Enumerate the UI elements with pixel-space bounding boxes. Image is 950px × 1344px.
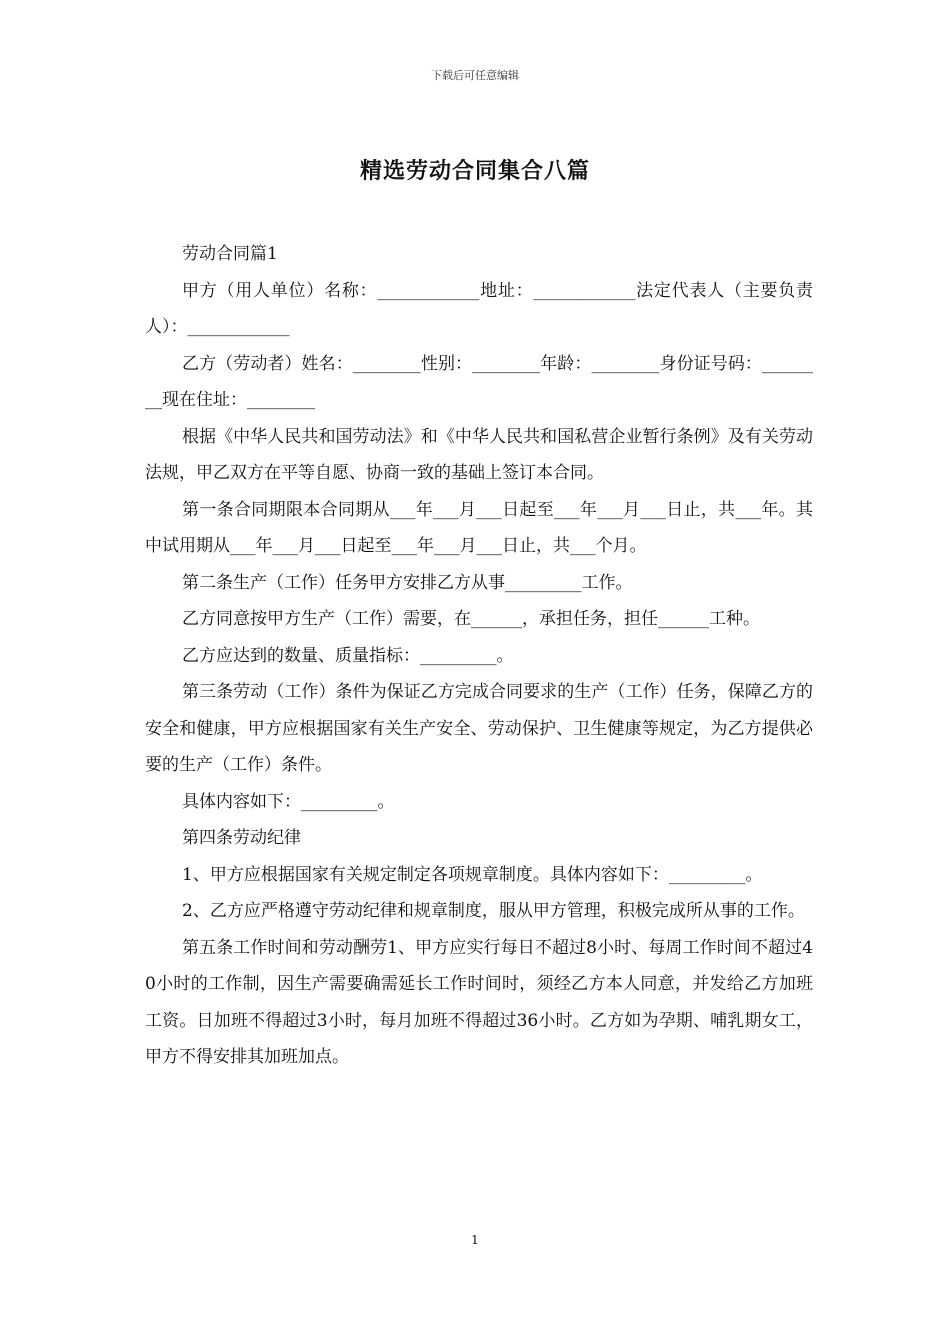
document-body: [145, 236, 813, 1076]
party-b-info-paragraph: 乙方（劳动者）姓名：________性别：________年龄：________身份证号码：________现在住址：________: [145, 353, 813, 410]
article-2-paragraph: 第二条生产（工作）任务甲方安排乙方从事_________工作。: [182, 572, 633, 593]
article-3-details-paragraph: 具体内容如下：_________。: [182, 791, 395, 812]
article-2-task-paragraph: 乙方同意按甲方生产（工作）需要，在______，承担任务，担任______工种。: [182, 609, 760, 629]
section-heading: 劳动合同篇1: [182, 244, 278, 264]
article-4-heading: 第四条劳动纪律: [182, 828, 301, 848]
page-number: 1: [471, 1233, 479, 1247]
article-1-paragraph: 第一条合同期限本合同期从___年___月___日起至___年___月___日止，共___年。其中试用期从___年___月___日起至___年___月___日止，共___个月。: [145, 499, 813, 556]
article-4-item-1: 1、甲方应根据国家有关规定制定各项规章制度。具体内容如下：_________。: [182, 864, 763, 885]
legal-basis-paragraph: 根据《中华人民共和国劳动法》和《中华人民共和国私营企业暂行条例》及有关劳动法规，甲乙双方在平等自愿、协商一致的基础上签订本合同。: [145, 426, 813, 483]
document-title: 精选劳动合同集合八篇: [359, 158, 590, 184]
article-2-quality-paragraph: 乙方应达到的数量、质量指标：_________。: [182, 645, 514, 666]
header-note: 下载后可任意编辑: [431, 69, 519, 82]
party-a-info-paragraph: 甲方（用人单位）名称：____________地址：____________法定代表人（主要负责人）：____________: [145, 280, 813, 337]
article-3-paragraph: 第三条劳动（工作）条件为保证乙方完成合同要求的生产（工作）任务，保障乙方的安全和健康，甲方应根据国家有关生产安全、劳动保护、卫生健康等规定，为乙方提供必要的生产（工作）条件。: [145, 682, 813, 775]
article-5-paragraph: 第五条工作时间和劳动酬劳1、甲方应实行每日不超过8小时、每周工作时间不超过40小时的工作制，因生产需要确需延长工作时间时，须经乙方本人同意，并发给乙方加班工资。日加班不得超过3小时，每月加班不得超过36小时。乙方如为孕期、哺乳期女工，甲方不得安排其加班加点。: [145, 937, 813, 1067]
article-4-item-2: 2、乙方应严格遵守劳动纪律和规章制度，服从甲方管理，积极完成所从事的工作。: [182, 901, 805, 921]
